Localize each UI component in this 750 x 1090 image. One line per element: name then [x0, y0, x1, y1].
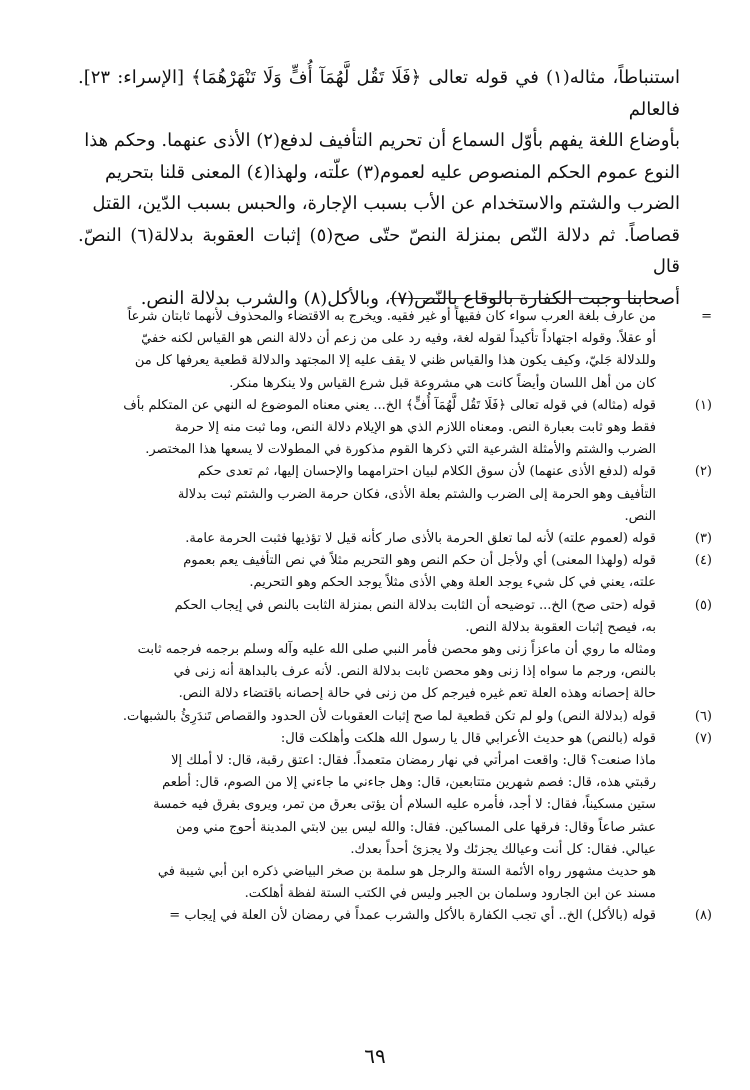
footnote-number: (١): [694, 397, 712, 413]
footnote-body: [66, 595, 656, 706]
main-line: بأوضاع اللغة يفهم بأوّل السماع أن تحريم التأفيف لدفع(٢) الأذى عنهما. وحكم هذا: [84, 130, 680, 151]
main-line: قصاصاً. ثم دلالة النّص بمنزلة النصّ حتّى صح(٥) إثبات العقوبة بدلالة(٦) النصّ. قال: [78, 224, 681, 277]
footnote-body: [66, 728, 656, 906]
footnote-number: (٣): [694, 531, 712, 547]
footnote-line: علته، يعني في كل شيء يوجد العلة وهي الأذى مثلاً يوجد الحكم وهو التحريم.: [249, 575, 656, 591]
main-line: أصحابنا وجبت الكفارة بالوقاع بالنّص(٧)، وبالأكل(٨) والشرب بدلالة النص.: [140, 287, 680, 309]
footnote-line: رقبتي هذه، قال: فصم شهرين متتابعين، قال: وهل جاءني ما جاءني إلا من الصوم، قال: أطعم: [162, 775, 656, 791]
footnote-line: قوله (لعموم علته) لأنه لما تعلق الحرمة بالأذى صار كأنه قيل لا تؤذيها فثبت الحرمة عامة.: [185, 531, 656, 547]
footnote-number: (٦): [694, 708, 712, 724]
footnote-number: (٧): [694, 730, 712, 746]
main-line: النوع عموم الحكم المنصوص عليه لعموم(٣) علّته، ولهذا(٤) المعنى قلنا بتحريم: [104, 161, 680, 183]
footnote-number: (٨): [694, 908, 712, 924]
footnote-line: عيالي. فقال: كل أنت وعيالك يجزئك ولا يجزئ أحداً بعدك.: [350, 841, 656, 857]
footnote-body: [66, 395, 656, 462]
footnote: [66, 728, 712, 906]
footnote-line: هو حديث مشهور رواه الأئمة الستة والرجل هو سلمة بن صخر البياضي ذكره ابن أبي شيبة في: [157, 864, 656, 880]
footnote-line: بالنص، ورجم ما سواه إذا زنى وهو محصن ثابت بدلالة النص. لأنه عرف بالبداهة أنه زنى في: [173, 664, 656, 680]
main-line: الضرب والشتم والاستخدام عن الأب بسبب الإجارة، والحبس بسبب الدّين، القتل: [92, 193, 680, 214]
footnote: [66, 528, 712, 550]
footnote-separator: [390, 298, 652, 299]
main-line: استنباطاً، مثاله(١) في قوله تعالى ﴿فَلَا تَقُل لَّهُمَآ أُفٍّ وَلَا تَنْهَرْهُمَا﴾ [الإسراء: ٢٣]. فالعالم: [78, 67, 680, 120]
footnote-number: (٤): [694, 553, 712, 569]
footnote-line: قوله (مثاله) في قوله تعالى ﴿فَلَا تَقُل لَّهُمَآ أُفٍّ﴾ الخ... يعني معناه الموضوع له النهي عن المتكلم بأف: [123, 397, 656, 413]
footnote-line: قوله (بدلالة النص) ولو لم تكن قطعية لما صح إثبات العقوبات لأن الحدود والقصاص تَندَرِئُ بالشبهات.: [122, 708, 656, 724]
main-text: [78, 62, 680, 314]
footnote-line: التأفيف وهو الحرمة إلى الضرب والشتم بعلة الأذى، فكان حرمة الضرب والشتم ثبت بدلالة: [177, 486, 656, 502]
footnote: [66, 461, 712, 528]
page-number: ٦٩: [364, 1044, 386, 1068]
footnote-line: كان من أهل اللسان وأيضاً كانت هي مشروعة قبل شرع القياس ولا ينكرها منكر.: [229, 375, 656, 391]
footnote-number: (٢): [694, 464, 712, 480]
footnote-line: عشر صاعاً وقال: فرقها على المساكين. فقال: والله ليس بين لابتي المدينة أحوج مني ومن: [175, 819, 656, 835]
footnote-body: [66, 461, 656, 528]
footnote-body: [66, 706, 656, 728]
footnote-body: [66, 905, 656, 927]
footnote: [66, 595, 712, 706]
footnotes: [66, 306, 712, 928]
footnote-body: [66, 528, 656, 550]
footnote-line: قوله (ولهذا المعنى) أي ولأجل أن حكم النص وهو التحريم مثلاً في نص التأفيف يعم بعموم: [183, 553, 656, 569]
footnote-line: قوله (حتى صح) الخ... توضيحه أن الثابت بدلالة النص بمنزلة الثابت بالنص في إيجاب الحكم: [174, 597, 656, 613]
footnote-line: أو عقلاً. وقوله اجتهاداً تأكيداً لقوله لغة، وفيه رد على من زعم أن دلالة النص هو القياس لكنه خفيّ: [141, 331, 656, 347]
footnote-line: قوله (لدفع الأذى عنهما) لأن سوق الكلام لبيان احترامهما والإحسان إليها، ثم تعدى حكم: [197, 464, 656, 480]
footnote-body: [66, 306, 656, 395]
footnote-line: النص.: [624, 508, 656, 524]
footnote-line: قوله (بالنص) هو حديث الأعرابي قال يا رسول الله هلكت وأهلكت قال:: [280, 730, 656, 746]
footnote-line: الضرب والشتم والأمثلة الشرعية التي ذكرها القوم مذكورة في المطولات لا يسعها هذا المختصر.: [145, 442, 656, 458]
footnote: [66, 395, 712, 462]
footnote-line: حالة إحصانه وهذه العلة تعم غيره فيرجم كل من زنى في حالة إحصانه باقتضاء دلالة النص.: [178, 686, 656, 702]
footnote-body: [66, 550, 656, 594]
footnote-line: فقط وهو ثابت بعبارة النص. ومعناه اللازم الذي هو الإيلام دلالة النص، وما ثبت منه إلا حرمة: [174, 420, 656, 436]
footnote-number: (٥): [694, 597, 712, 613]
footnote: [66, 550, 712, 594]
footnote-line: به، فيصح إثبات العقوبة بدلالة النص.: [465, 619, 656, 635]
footnote-line: وللدلالة جَليّ، وكيف يكون هذا والقياس ظني لا يقف عليه إلا المجتهد والدلالة قطعية يعرفها كل من: [134, 353, 656, 369]
footnote-line: ومثاله ما روي أن ماعزاً زنى وهو محصن فأمر النبي صلى الله عليه وآله وسلم برجمه فرجمه ثابت: [137, 642, 656, 658]
footnote-line: من عارف بلغة العرب سواء كان فقيهاً أو غير فقيه. ويخرج به الاقتضاء والمحذوف لأنهما ثابتان شرعاً: [127, 309, 656, 324]
footnote-number: =: [701, 309, 712, 324]
footnote-line: ماذا صنعت؟ قال: واقعت امرأتي في نهار رمضان متعمداً. فقال: اعتق رقبة، قال: لا أملك إلا: [171, 753, 656, 769]
footnote: [66, 706, 712, 728]
footnote-line: ستين مسكيناً، فقال: لا أجد، فأمره عليه السلام أن يؤتى بعرق من تمر، ويروى بفرق فيه خمسة: [153, 797, 656, 813]
footnote: [66, 905, 712, 927]
footnote-line: قوله (بالأكل) الخ.. أي تجب الكفارة بالأكل والشرب عمداً في رمضان لأن العلة في إيجاب =: [169, 908, 656, 924]
footnote-line: مسند عن ابن الجارود وسلمان بن الجبر وليس في الكتب الستة لفظة أهلكت.: [244, 886, 656, 902]
footnote: [66, 306, 712, 395]
